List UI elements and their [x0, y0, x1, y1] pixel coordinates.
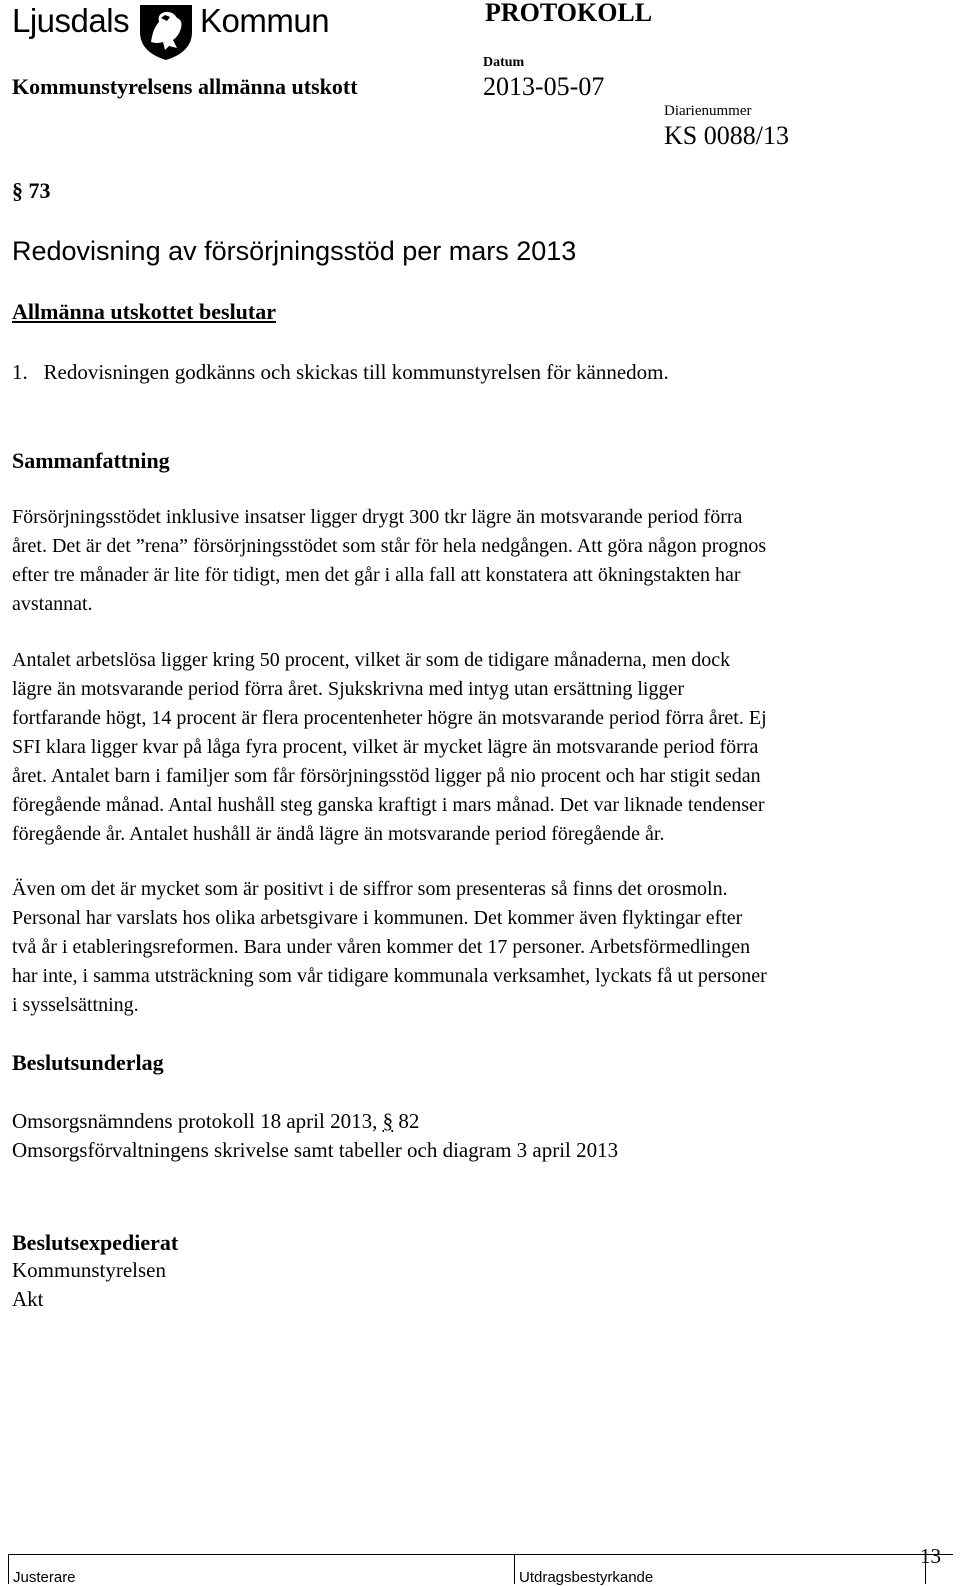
paragraph-symbol: § [382, 1109, 394, 1133]
text-line: i sysselsättning. [12, 994, 139, 1016]
basis-item-2: Omsorgsförvaltningens skrivelse samt tabeller och diagram 3 april 2013 [12, 1138, 619, 1162]
text-line: föregående månad. Antal hushåll steg ganska kraftigt i mars månad. Det var liknade tendenser [12, 794, 765, 816]
text-line: efter tre månader är lite för tidigt, men det går i alla fall att konstatera att ökningstakten har [12, 564, 741, 586]
text-line: föregående år. Antalet hushåll är ändå lägre än motsvarande period föregående år. [12, 823, 665, 845]
committee-name: Kommunstyrelsens allmänna utskott [12, 74, 358, 99]
footer-signature-table [8, 1554, 953, 1584]
section-number [12, 178, 51, 204]
text-line: SFI klara ligger kvar på låga fyra procent, vilket är mycket lägre än motsvarande period förra [12, 736, 759, 758]
summary-paragraph-1 [12, 503, 952, 619]
text-line: två år i etableringsreformen. Bara under våren kommer det 17 personer. Arbetsförmedlingen [12, 936, 751, 958]
document-type: PROTOKOLL [485, 0, 653, 27]
text-line: avstannat. [12, 593, 93, 615]
basis-item-1-ref: 82 [398, 1109, 420, 1133]
page-number: 13 [920, 1544, 941, 1568]
basis-item-1 [12, 1109, 419, 1134]
expedited-heading: Beslutsexpedierat [12, 1230, 179, 1255]
text-line: lägre än motsvarande period förra året. Sjukskrivna med intyg utan ersättning ligger [12, 678, 685, 700]
basis-heading: Beslutsunderlag [12, 1050, 164, 1075]
expedited-item-1: Kommunstyrelsen [12, 1258, 166, 1282]
summary-paragraph-3 [12, 875, 952, 1020]
decision-item: 1. Redovisningen godkänns och skickas till kommunstyrelsen för kännedom. [12, 360, 669, 384]
date-value: 2013-05-07 [483, 72, 605, 101]
text-line: Antalet arbetslösa ligger kring 50 procent, vilket är som de tidigare månaderna, men dock [12, 649, 731, 671]
date-label: Datum [483, 55, 525, 70]
diarienummer-label: Diarienummer [664, 103, 752, 119]
text-line: har inte, i samma utsträckning som vår tidigare kommunala verksamhet, lyckats få ut personer [12, 965, 767, 987]
logo-text-kommun: Kommun [200, 2, 330, 39]
text-line: året. Antalet barn i familjer som får försörjningsstöd ligger på nio procent och har stigit sedan [12, 765, 761, 787]
section-number-value: 73 [28, 178, 51, 203]
text-line: fortfarande högt, 14 procent är flera procentenheter högre än motsvarande period förra året. Ej [12, 707, 767, 729]
text-line: Även om det är mycket som är positivt i de siffror som presenteras så finns det orosmoln. [12, 878, 728, 900]
summary-heading: Sammanfattning [12, 448, 170, 473]
decision-heading: Allmänna utskottet beslutar [12, 299, 277, 324]
text-line: Försörjningsstödet inklusive insatser ligger drygt 300 tkr lägre än motsvarande period förra [12, 506, 743, 528]
text-line: Personal har varslats hos olika arbetsgivare i kommunen. Det kommer även flyktingar efter [12, 907, 743, 929]
coat-of-arms-icon [137, 2, 195, 67]
utdrag-label: Utdragsbestyrkande [519, 1569, 654, 1586]
basis-item-1-text: Omsorgsnämndens protokoll 18 april 2013, [12, 1109, 378, 1133]
summary-paragraph-2 [12, 646, 952, 849]
diarienummer-value: KS 0088/13 [664, 121, 789, 150]
justerare-cell [9, 1555, 515, 1584]
paragraph-symbol: § [12, 178, 23, 203]
logo-text-ljusdals: Ljusdals [12, 2, 130, 39]
page-title: Redovisning av försörjningsstöd per mars 2013 [12, 236, 577, 266]
utdrag-cell [515, 1555, 926, 1584]
expedited-item-2: Akt [12, 1287, 44, 1311]
justerare-label: Justerare [13, 1569, 76, 1586]
text-line: året. Det är det ”rena” försörjningsstödet som står för hela nedgången. Att göra någon prognos [12, 535, 767, 557]
